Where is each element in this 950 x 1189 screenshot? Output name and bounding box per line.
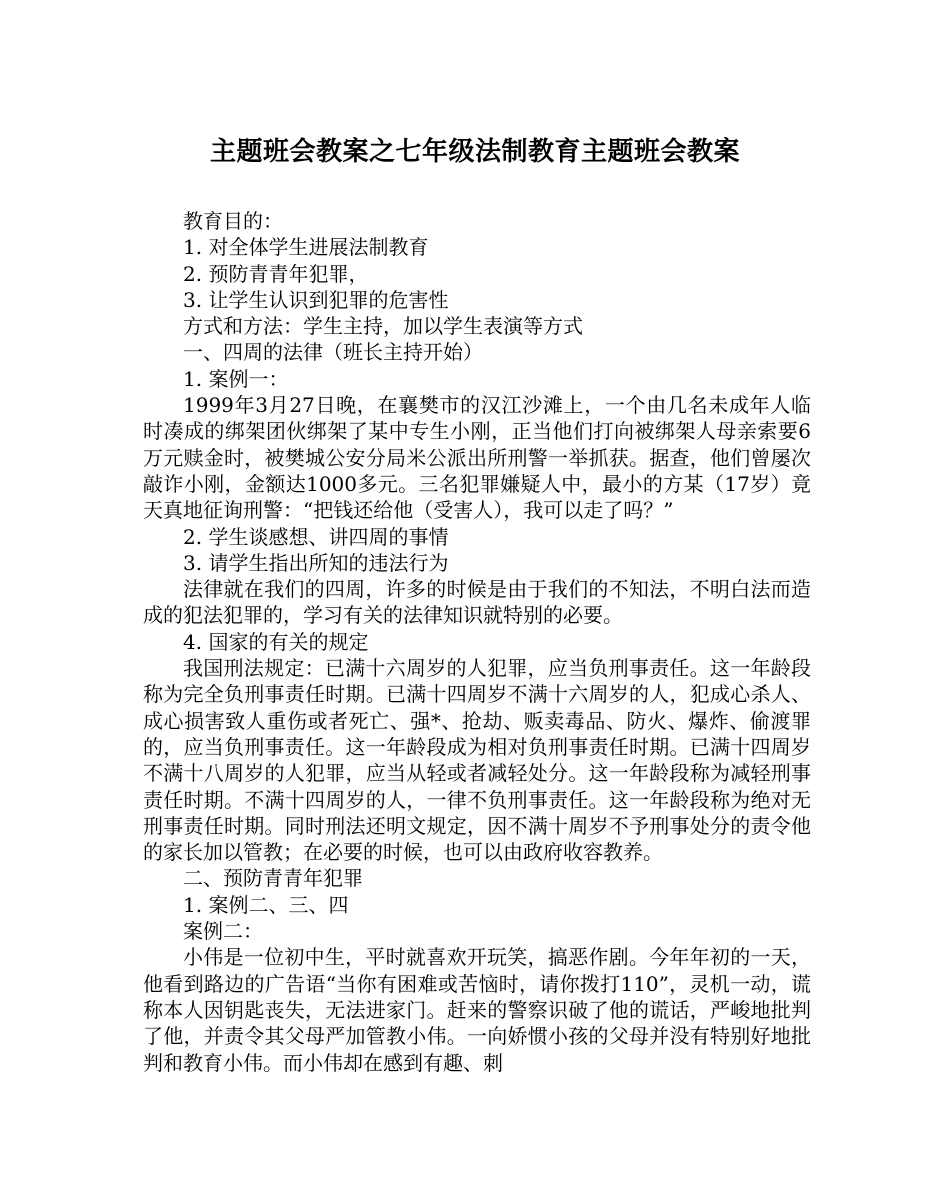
paragraph: 小伟是一位初中生，平时就喜欢开玩笑，搞恶作剧。今年年初的一天，他看到路边的广告语“当你有困难或苦恼时，请你拨打110”，灵机一动，谎称本人因钥匙丧失，无法进家门。赶来的警察识破了他的谎话，严峻地批判了他，并责令其父母严加管教小伟。一向娇惯小孩的父母并没有特别好地批判和教育小伟。而小伟却在感到有趣、刺 xyxy=(143,945,811,1075)
paragraph: 4. 国家的有关的规定 xyxy=(183,629,369,654)
paragraph: 方式和方法：学生主持，加以学生表演等方式 xyxy=(183,314,583,339)
paragraph: 1. 对全体学生进展法制教育 xyxy=(183,235,429,260)
document-body xyxy=(143,208,811,1076)
paragraph: 一、四周的法律（班长主持开始） xyxy=(183,340,483,365)
paragraph: 1. 案例二、三、四 xyxy=(183,892,349,917)
paragraph: 2. 学生谈感想、讲四周的事情 xyxy=(183,524,449,549)
paragraph: 1999年3月27日晚，在襄樊市的汉江沙滩上，一个由几名未成年人临时凑成的绑架团伙绑架了某中专生小刚，正当他们打向被绑架人母亲索要6万元赎金时，被樊城公安分局米公派出所刑警一举抓获。据查，他们曾屡次敲诈小刚，金额达1000多元。三名犯罪嫌疑人中，最小的方某（17岁）竟天真地征询刑警：“把钱还给他（受害人），我可以走了吗？” xyxy=(143,393,811,523)
paragraph: 3. 请学生指出所知的违法行为 xyxy=(183,550,449,575)
paragraph: 我国刑法规定：已满十六周岁的人犯罪，应当负刑事责任。这一年龄段称为完全负刑事责任时期。已满十四周岁不满十六周岁的人，犯成心杀人、成心损害致人重伤或者死亡、强*、抢劫、贩卖毒品、防火、爆炸、偷渡罪的，应当负刑事责任。这一年龄段成为相对负刑事责任时期。已满十四周岁不满十八周岁的人犯罪，应当从轻或者减轻处分。这一年龄段称为减轻刑事责任时期。不满十四周岁的人，一律不负刑事责任。这一年龄段称为绝对无刑事责任时期。同时刑法还明文规定，因不满十周岁不予刑事处分的责令他的家长加以管教；在必要的时候，也可以由政府收容教养。 xyxy=(143,656,811,865)
paragraph: 3. 让学生认识到犯罪的危害性 xyxy=(183,287,449,312)
paragraph: 二、预防青青年犯罪 xyxy=(183,866,363,891)
document-title: 主题班会教案之七年级法制教育主题班会教案 xyxy=(209,137,740,167)
paragraph: 教育目的： xyxy=(183,209,283,233)
paragraph: 法律就在我们的四周，许多的时候是由于我们的不知法，不明白法而造成的犯法犯罪的，学习有关的法律知识就特别的必要。 xyxy=(143,577,811,628)
paragraph: 案例二： xyxy=(183,919,263,944)
paragraph: 2. 预防青青年犯罪， xyxy=(183,261,369,286)
paragraph: 1. 案例一： xyxy=(183,366,289,391)
